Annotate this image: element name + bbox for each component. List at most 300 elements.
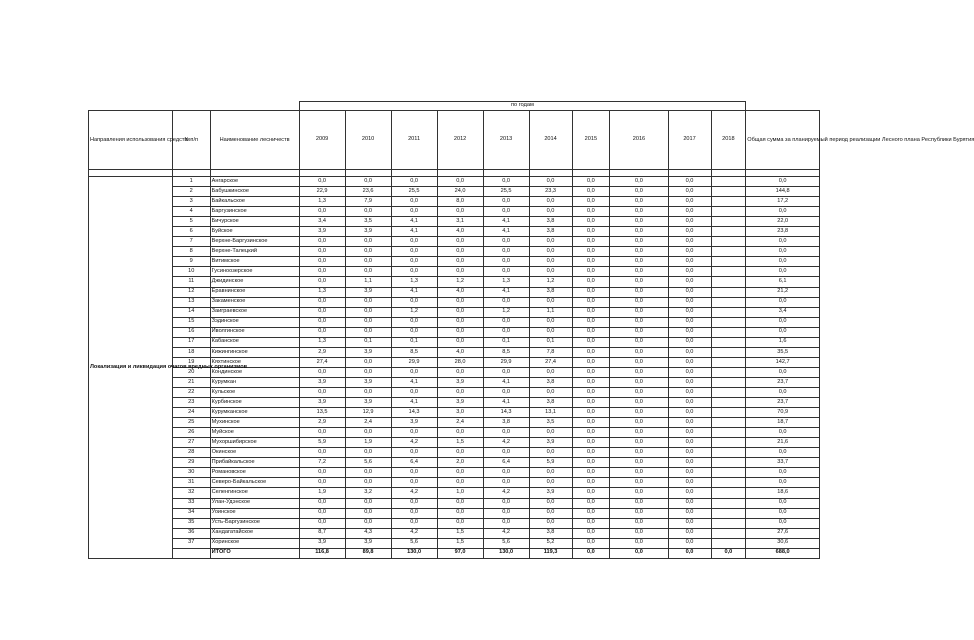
table-row: [89, 247, 820, 257]
table-row: [89, 267, 820, 277]
year-value: 0,0: [529, 267, 572, 277]
year-value: 0,0: [572, 488, 610, 498]
year-value: 0,0: [668, 177, 711, 187]
year-value: 0,0: [610, 428, 668, 438]
year-value: 3,9: [299, 377, 345, 387]
year-value: 0,0: [299, 317, 345, 327]
row-number: 25: [172, 418, 210, 428]
year-value: 0,0: [437, 177, 483, 187]
year-value: 0,0: [483, 237, 529, 247]
year-value: 0,0: [391, 247, 437, 257]
forestry-name: Витимское: [210, 257, 299, 267]
header-forestry-name: Наименование лесничеств: [210, 111, 299, 170]
table-row: [89, 408, 820, 418]
year-value: 0,0: [391, 237, 437, 247]
year-value: 4,2: [483, 438, 529, 448]
year-value: 2,9: [299, 347, 345, 357]
year-value: 0,0: [437, 448, 483, 458]
table-row: [89, 508, 820, 518]
year-value: 0,0: [610, 357, 668, 367]
year-value: [711, 408, 746, 418]
year-value: [711, 197, 746, 207]
year-value: 4,1: [391, 377, 437, 387]
year-value: 0,0: [345, 387, 391, 397]
row-number: 17: [172, 337, 210, 347]
year-value: 3,8: [529, 217, 572, 227]
year-value: [711, 468, 746, 478]
year-value: 3,1: [437, 217, 483, 227]
row-total: 0,0: [746, 478, 820, 488]
table-row: [89, 518, 820, 528]
year-value: 0,0: [610, 337, 668, 347]
year-value: 0,0: [483, 498, 529, 508]
forestry-name: Буйское: [210, 227, 299, 237]
table-row: [89, 347, 820, 357]
year-value: 0,0: [437, 508, 483, 518]
year-value: 0,0: [345, 478, 391, 488]
row-number: 20: [172, 367, 210, 377]
direction-cell: Локализация и ликвидация очагов вредных организмов: [89, 177, 173, 559]
year-value: 0,0: [437, 428, 483, 438]
forestry-name: Джидинское: [210, 277, 299, 287]
year-value: 1,9: [299, 488, 345, 498]
row-number: 6: [172, 227, 210, 237]
forestry-name: Байкальское: [210, 197, 299, 207]
year-value: 0,0: [572, 408, 610, 418]
year-value: 2,4: [437, 418, 483, 428]
table-row: [89, 538, 820, 548]
year-value: 0,0: [610, 478, 668, 488]
forestry-name: Иволгинское: [210, 327, 299, 337]
row-number: 28: [172, 448, 210, 458]
blank-cell: [746, 102, 820, 111]
row-total: 6,1: [746, 277, 820, 287]
year-value: 0,0: [610, 267, 668, 277]
year-value: 0,0: [610, 327, 668, 337]
year-value: 0,0: [529, 327, 572, 337]
row-number: 27: [172, 438, 210, 448]
year-value: 0,0: [572, 277, 610, 287]
spacer-cell: [89, 170, 173, 177]
year-value: 0,0: [529, 478, 572, 488]
year-value: 0,0: [391, 448, 437, 458]
year-value: 3,9: [299, 227, 345, 237]
year-value: 0,0: [572, 207, 610, 217]
year-value: 3,9: [345, 377, 391, 387]
year-value: 0,0: [668, 267, 711, 277]
year-value: 0,0: [529, 508, 572, 518]
year-value: 0,0: [483, 317, 529, 327]
year-value: 0,0: [529, 177, 572, 187]
forestry-name: Гусиноозерское: [210, 267, 299, 277]
year-value: 4,2: [391, 488, 437, 498]
year-value: 0,0: [529, 498, 572, 508]
year-value: [711, 428, 746, 438]
year-value: 3,8: [529, 287, 572, 297]
year-value: 0,0: [572, 257, 610, 267]
year-value: 25,5: [483, 187, 529, 197]
row-number: 11: [172, 277, 210, 287]
table-row: [89, 428, 820, 438]
year-value: 12,9: [345, 408, 391, 418]
year-value: 0,0: [299, 277, 345, 287]
year-value: 0,0: [610, 538, 668, 548]
year-value: 5,2: [529, 538, 572, 548]
forestry-name: Мухоршибирское: [210, 438, 299, 448]
year-value: [711, 448, 746, 458]
row-total: 27,6: [746, 528, 820, 538]
row-total: 23,7: [746, 377, 820, 387]
row-total: 3,4: [746, 307, 820, 317]
year-value: 0,0: [483, 428, 529, 438]
spacer-cell: [345, 170, 391, 177]
year-value: [711, 307, 746, 317]
year-value: 5,9: [529, 458, 572, 468]
year-value: 0,0: [529, 207, 572, 217]
year-value: 0,0: [572, 297, 610, 307]
year-value: 0,0: [572, 377, 610, 387]
year-value: 6,4: [483, 458, 529, 468]
table-row: [89, 337, 820, 347]
year-value: 0,0: [345, 357, 391, 367]
year-value: 0,0: [572, 247, 610, 257]
year-value: 5,6: [391, 538, 437, 548]
year-value: 0,0: [437, 237, 483, 247]
year-value: [711, 377, 746, 387]
row-number: 37: [172, 538, 210, 548]
table-row: [89, 387, 820, 397]
row-total: 23,8: [746, 227, 820, 237]
row-number: 32: [172, 488, 210, 498]
row-number: 21: [172, 377, 210, 387]
year-value: [711, 207, 746, 217]
year-value: 0,0: [483, 468, 529, 478]
year-value: 0,0: [437, 317, 483, 327]
year-value: 0,0: [391, 297, 437, 307]
year-value: 0,0: [572, 327, 610, 337]
year-value: 14,3: [483, 408, 529, 418]
row-number: 23: [172, 398, 210, 408]
year-value: 0,0: [668, 488, 711, 498]
table-row: [89, 468, 820, 478]
forestry-name: Бабушкинское: [210, 187, 299, 197]
row-number: 2: [172, 187, 210, 197]
year-value: 0,0: [668, 418, 711, 428]
forestry-name: Улан-Удэнское: [210, 498, 299, 508]
year-value: 1,1: [529, 307, 572, 317]
year-value: 0,1: [391, 337, 437, 347]
total-year-value: 89,8: [345, 548, 391, 558]
year-value: 0,0: [610, 367, 668, 377]
year-value: 0,0: [345, 307, 391, 317]
year-value: 3,9: [391, 418, 437, 428]
row-number: 36: [172, 528, 210, 538]
year-value: 23,6: [345, 187, 391, 197]
year-value: 0,0: [299, 307, 345, 317]
year-value: 0,0: [610, 227, 668, 237]
year-value: 0,0: [345, 448, 391, 458]
year-value: 1,3: [299, 197, 345, 207]
year-value: 0,0: [299, 257, 345, 267]
spacer-cell: [668, 170, 711, 177]
row-total: 23,7: [746, 398, 820, 408]
year-value: 0,0: [668, 438, 711, 448]
year-value: 0,0: [572, 418, 610, 428]
table-row: [89, 187, 820, 197]
table-row: [89, 237, 820, 247]
year-value: [711, 458, 746, 468]
year-value: 0,0: [391, 387, 437, 397]
year-value: 0,0: [572, 528, 610, 538]
row-total: 0,0: [746, 327, 820, 337]
table-row: [89, 458, 820, 468]
year-value: 0,0: [572, 518, 610, 528]
year-value: 28,0: [437, 357, 483, 367]
header-by-years: по годам: [299, 102, 746, 111]
year-value: [711, 277, 746, 287]
row-total: 0,0: [746, 247, 820, 257]
year-value: 0,0: [668, 287, 711, 297]
year-value: 4,2: [483, 488, 529, 498]
forestry-name: Кульское: [210, 387, 299, 397]
forestry-name: Окинское: [210, 448, 299, 458]
total-label: ИТОГО: [210, 548, 299, 558]
year-value: 0,0: [391, 327, 437, 337]
row-number: 31: [172, 478, 210, 488]
year-value: 4,3: [345, 528, 391, 538]
spacer-cell: [711, 170, 746, 177]
row-total: 21,6: [746, 438, 820, 448]
year-value: 0,0: [572, 538, 610, 548]
row-total: 0,0: [746, 207, 820, 217]
year-value: [711, 418, 746, 428]
year-value: 4,1: [483, 398, 529, 408]
year-value: 6,4: [391, 458, 437, 468]
year-value: 0,0: [572, 508, 610, 518]
forestry-name: Романовское: [210, 468, 299, 478]
total-year-value: 130,0: [391, 548, 437, 558]
year-value: 0,0: [529, 518, 572, 528]
year-value: 0,0: [529, 367, 572, 377]
year-value: 3,9: [529, 438, 572, 448]
year-value: 0,0: [345, 267, 391, 277]
year-value: [711, 317, 746, 327]
row-number: 13: [172, 297, 210, 307]
year-value: 0,0: [572, 428, 610, 438]
year-value: 0,1: [529, 337, 572, 347]
table-row: [89, 307, 820, 317]
year-value: 0,0: [610, 257, 668, 267]
year-value: 0,0: [529, 387, 572, 397]
year-value: 0,0: [610, 187, 668, 197]
year-value: 3,9: [299, 398, 345, 408]
year-value: 0,0: [391, 518, 437, 528]
year-value: 0,0: [572, 468, 610, 478]
year-value: 0,0: [610, 177, 668, 187]
year-value: 0,0: [668, 237, 711, 247]
year-value: 2,0: [437, 458, 483, 468]
year-value: 0,0: [345, 428, 391, 438]
forestry-name: Заиграевское: [210, 307, 299, 317]
year-value: 7,8: [529, 347, 572, 357]
year-value: 0,0: [483, 518, 529, 528]
forest-plan-table: [88, 101, 974, 559]
year-value: 0,0: [668, 257, 711, 267]
blank-cell: [172, 102, 210, 111]
year-value: 0,0: [529, 428, 572, 438]
spacer-cell: [210, 170, 299, 177]
year-value: 13,1: [529, 408, 572, 418]
year-value: 0,0: [391, 508, 437, 518]
year-value: 0,0: [299, 177, 345, 187]
header-year-2014: 2014: [529, 111, 572, 170]
year-value: 0,0: [572, 478, 610, 488]
year-value: 0,0: [483, 267, 529, 277]
total-year-value: 0,0: [711, 548, 746, 558]
year-value: 0,0: [668, 327, 711, 337]
row-number: 1: [172, 177, 210, 187]
year-value: 0,0: [437, 367, 483, 377]
year-value: 0,1: [345, 337, 391, 347]
year-value: 0,0: [391, 197, 437, 207]
year-value: 0,0: [668, 367, 711, 377]
forestry-name: Северо-Байкальское: [210, 478, 299, 488]
year-value: 8,0: [437, 197, 483, 207]
year-value: 3,5: [529, 418, 572, 428]
row-total: 0,0: [746, 317, 820, 327]
year-value: 0,0: [668, 337, 711, 347]
year-value: 1,5: [437, 438, 483, 448]
row-total: 0,0: [746, 498, 820, 508]
total-year-value: 130,0: [483, 548, 529, 558]
year-value: 3,8: [483, 418, 529, 428]
year-value: 0,0: [572, 197, 610, 207]
row-total: 0,0: [746, 468, 820, 478]
row-number: 24: [172, 408, 210, 418]
year-value: 4,1: [483, 217, 529, 227]
year-value: 4,2: [391, 528, 437, 538]
row-number: 8: [172, 247, 210, 257]
year-value: 0,0: [345, 257, 391, 267]
year-value: 23,3: [529, 187, 572, 197]
year-value: 3,9: [345, 398, 391, 408]
year-value: 3,5: [345, 217, 391, 227]
year-value: 0,0: [299, 518, 345, 528]
spacer-cell: [299, 170, 345, 177]
row-number: 19: [172, 357, 210, 367]
year-value: 4,1: [391, 287, 437, 297]
row-total: 0,0: [746, 428, 820, 438]
table-row: [89, 528, 820, 538]
year-value: 0,0: [529, 237, 572, 247]
year-value: 0,0: [668, 518, 711, 528]
year-value: 0,0: [529, 297, 572, 307]
row-total: 0,0: [746, 508, 820, 518]
year-value: 0,0: [345, 237, 391, 247]
year-value: 0,0: [437, 257, 483, 267]
year-value: 0,0: [610, 377, 668, 387]
table-row: [89, 317, 820, 327]
year-value: 0,0: [529, 448, 572, 458]
year-value: 0,0: [483, 448, 529, 458]
year-value: 0,0: [299, 267, 345, 277]
row-total: 30,6: [746, 538, 820, 548]
year-value: 5,9: [299, 438, 345, 448]
year-value: 3,8: [529, 227, 572, 237]
year-value: 8,7: [299, 528, 345, 538]
row-number: 7: [172, 237, 210, 247]
year-value: 0,0: [572, 177, 610, 187]
year-value: 0,0: [668, 538, 711, 548]
year-value: 4,1: [391, 398, 437, 408]
blank-cell: [210, 102, 299, 111]
year-value: [711, 257, 746, 267]
row-total: 70,9: [746, 408, 820, 418]
year-value: 0,0: [572, 227, 610, 237]
year-value: 3,0: [437, 408, 483, 418]
table-row: [89, 498, 820, 508]
year-value: 0,0: [345, 177, 391, 187]
year-value: 0,0: [529, 468, 572, 478]
year-value: [711, 217, 746, 227]
row-total: 35,5: [746, 347, 820, 357]
year-value: 7,2: [299, 458, 345, 468]
total-number-cell: [172, 548, 210, 558]
year-value: 0,0: [391, 207, 437, 217]
year-value: 0,0: [572, 367, 610, 377]
year-value: 0,0: [610, 468, 668, 478]
year-value: 5,6: [483, 538, 529, 548]
total-year-value: 0,0: [572, 548, 610, 558]
year-value: 0,0: [668, 247, 711, 257]
year-value: 29,9: [483, 357, 529, 367]
row-number: 14: [172, 307, 210, 317]
year-value: 8,5: [483, 347, 529, 357]
row-total: 144,8: [746, 187, 820, 197]
year-value: 0,0: [572, 498, 610, 508]
forestry-name: Кондинское: [210, 367, 299, 377]
year-value: 0,0: [437, 518, 483, 528]
year-value: [711, 538, 746, 548]
year-value: 0,0: [483, 177, 529, 187]
year-value: 3,9: [345, 227, 391, 237]
year-value: [711, 267, 746, 277]
year-value: 1,3: [391, 277, 437, 287]
year-value: 0,0: [668, 207, 711, 217]
year-value: 0,0: [572, 387, 610, 397]
year-value: 0,0: [668, 398, 711, 408]
year-value: 1,5: [437, 538, 483, 548]
year-value: 3,8: [529, 377, 572, 387]
year-value: 0,0: [299, 387, 345, 397]
row-number: 5: [172, 217, 210, 227]
year-value: 0,0: [437, 337, 483, 347]
year-value: 3,9: [345, 538, 391, 548]
header-year-2017: 2017: [668, 111, 711, 170]
table-row: [89, 217, 820, 227]
blank-cell: [89, 102, 173, 111]
year-value: 0,0: [529, 197, 572, 207]
year-value: 0,0: [345, 297, 391, 307]
year-value: 0,0: [572, 337, 610, 347]
year-value: 4,2: [483, 528, 529, 538]
row-total: 142,7: [746, 357, 820, 367]
table-row: [89, 197, 820, 207]
year-value: 1,2: [437, 277, 483, 287]
year-value: 0,0: [610, 448, 668, 458]
forestry-name: Еравнинское: [210, 287, 299, 297]
year-value: 0,0: [610, 418, 668, 428]
